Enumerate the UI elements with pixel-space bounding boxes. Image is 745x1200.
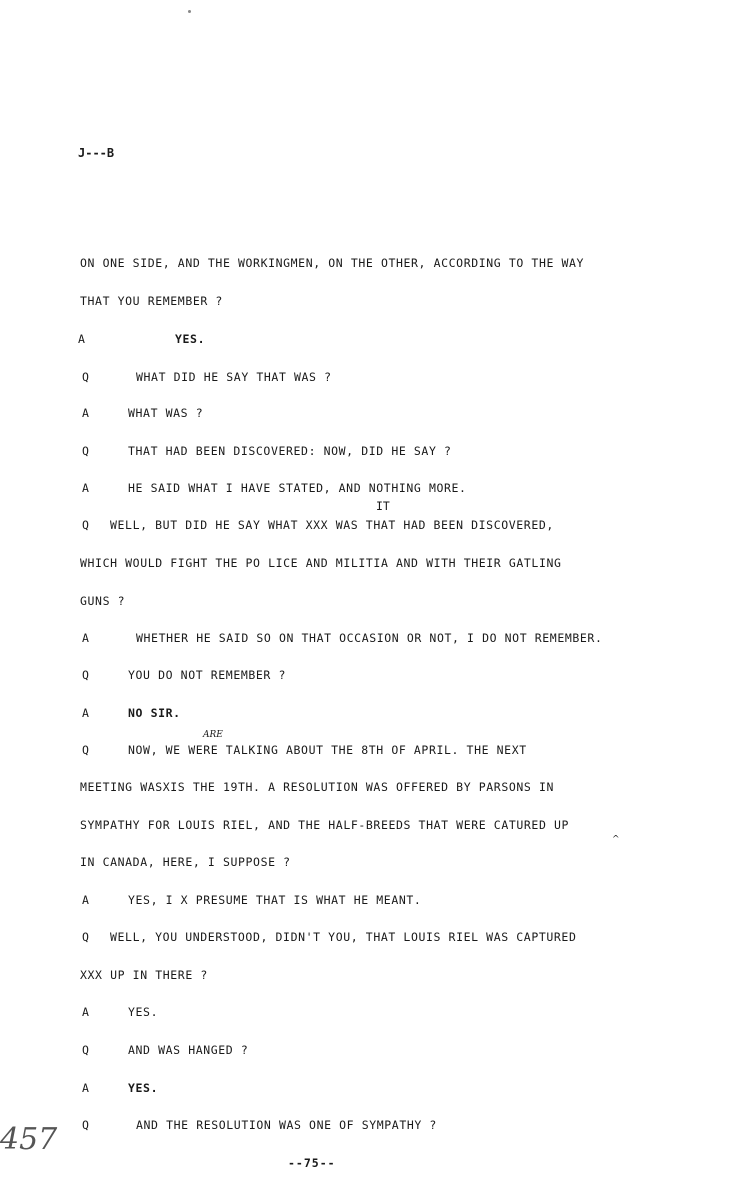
speaker-label: A bbox=[82, 406, 89, 420]
answer-text: YES. bbox=[128, 1081, 159, 1095]
speaker-label: A bbox=[78, 332, 85, 346]
answer-text: WHAT WAS ? bbox=[128, 406, 204, 420]
speaker-label: A bbox=[82, 706, 89, 720]
question-text: WELL, YOU UNDERSTOOD, DIDN'T YOU, THAT LOUIS RIEL WAS CAPTURED bbox=[110, 930, 577, 944]
speaker-label: Q bbox=[82, 668, 89, 682]
answer-text: YES, I X PRESUME THAT IS WHAT HE MEANT. bbox=[128, 893, 422, 907]
text-line: SYMPATHY FOR LOUIS RIEL, AND THE HALF-BREEDS THAT WERE CATURED UP bbox=[80, 818, 570, 832]
speaker-label: A bbox=[82, 893, 89, 907]
question-text: AND WAS HANGED ? bbox=[128, 1043, 249, 1057]
answer-text: WHETHER HE SAID SO ON THAT OCCASION OR NOT, I DO NOT REMEMBER. bbox=[136, 631, 603, 645]
speaker-label: Q bbox=[82, 444, 89, 458]
handwritten-caret: ^ bbox=[612, 835, 620, 845]
text-line: GUNS ? bbox=[80, 594, 126, 608]
speaker-label: Q bbox=[82, 1043, 89, 1057]
interlinear-note: IT bbox=[376, 499, 390, 513]
handwritten-insertion: ARE bbox=[203, 730, 223, 740]
handwritten-page-number: 457 bbox=[0, 1122, 58, 1157]
answer-text: YES. bbox=[175, 332, 206, 346]
text-line: XXX UP IN THERE ? bbox=[80, 968, 208, 982]
question-text: AND THE RESOLUTION WAS ONE OF SYMPATHY ? bbox=[136, 1118, 437, 1132]
answer-text: NO SIR. bbox=[128, 706, 181, 720]
speaker-label: A bbox=[82, 631, 89, 645]
speaker-label: Q bbox=[82, 743, 89, 757]
speaker-label: A bbox=[82, 1081, 89, 1095]
question-text: WELL, BUT DID HE SAY WHAT XXX WAS THAT HAD BEEN DISCOVERED, bbox=[110, 518, 554, 532]
text-line: ON ONE SIDE, AND THE WORKINGMEN, ON THE OTHER, ACCORDING TO THE WAY bbox=[80, 256, 585, 270]
answer-text: HE SAID WHAT I HAVE STATED, AND NOTHING MORE. bbox=[128, 481, 467, 495]
text-line: MEETING WASXIS THE 19TH. A RESOLUTION WAS OFFERED BY PARSONS IN bbox=[80, 780, 554, 794]
text-line: IN CANADA, HERE, I SUPPOSE ? bbox=[80, 855, 291, 869]
speaker-label: A bbox=[82, 481, 89, 495]
page-footer: --75-- bbox=[288, 1156, 336, 1170]
question-text: WHAT DID HE SAY THAT WAS ? bbox=[136, 370, 332, 384]
speck bbox=[188, 10, 191, 13]
speaker-label: Q bbox=[82, 370, 89, 384]
speaker-label: Q bbox=[82, 930, 89, 944]
page-ref: J---B bbox=[78, 146, 115, 160]
speaker-label: Q bbox=[82, 1118, 89, 1132]
question-text: NOW, WE WERE TALKING ABOUT THE 8TH OF APRIL. THE NEXT bbox=[128, 743, 527, 757]
question-text: YOU DO NOT REMEMBER ? bbox=[128, 668, 286, 682]
text-line: WHICH WOULD FIGHT THE PO LICE AND MILITIA AND WITH THEIR GATLING bbox=[80, 556, 562, 570]
text-line: THAT YOU REMEMBER ? bbox=[80, 294, 223, 308]
answer-text: YES. bbox=[128, 1005, 159, 1019]
question-text: THAT HAD BEEN DISCOVERED: NOW, DID HE SAY ? bbox=[128, 444, 452, 458]
speaker-label: Q bbox=[82, 518, 89, 532]
speaker-label: A bbox=[82, 1005, 89, 1019]
